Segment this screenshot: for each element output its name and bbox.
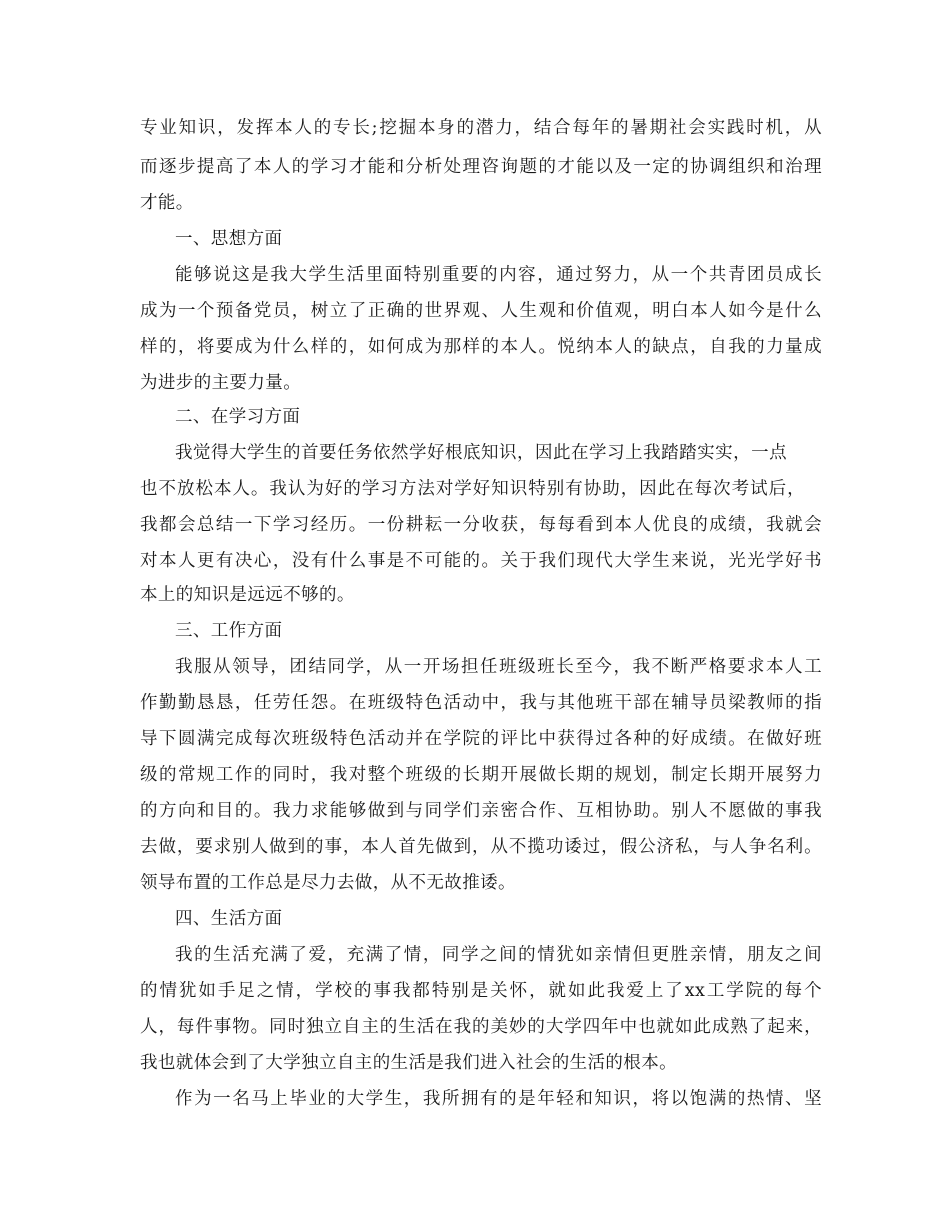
body-line: 我都会总结一下学习经历。一份耕耘一分收获，每每看到本人优良的成绩，我就会 [140,515,822,535]
body-line: 对本人更有决心，没有什么事是不可能的。关于我们现代大学生来说，光光学好书 [140,551,822,571]
body-line: 作勤勤恳恳，任劳任怨。在班级特色活动中，我与其他班干部在辅导员梁教师的指 [140,693,822,713]
section-heading: 四、生活方面 [175,909,283,929]
body-line: 去做，要求别人做到的事，本人首先做到，从不揽功诿过，假公济私，与人争名利。 [140,837,822,857]
body-line: 我也就体会到了大学独立自主的生活是我们进入社会的生活的根本。 [140,1053,677,1073]
body-line: 专业知识，发挥本人的专长;挖掘本身的潜力，结合每年的暑期社会实践时机，从 [140,118,822,138]
body-line: 本上的知识是远远不够的。 [140,585,355,605]
body-line: 的情犹如手足之情，学校的事我都特别是关怀，就如此我爱上了xx工学院的每个 [140,981,822,1001]
body-line: 级的常规工作的同时，我对整个班级的长期开展做长期的规划，制定长期开展努力 [140,765,822,785]
body-line: 人，每件事物。同时独立自主的生活在我的美妙的大学四年中也就如此成熟了起来， [140,1017,822,1037]
body-line: 作为一名马上毕业的大学生，我所拥有的是年轻和知识，将以饱满的热情、坚 [175,1089,822,1109]
body-line: 为进步的主要力量。 [140,373,302,393]
body-line: 能够说这是我大学生活里面特别重要的内容，通过努力，从一个共青团员成长 [175,265,822,285]
body-line: 成为一个预备党员，树立了正确的世界观、人生观和价值观，明白本人如今是什么 [140,301,822,321]
body-line: 导下圆满完成每次班级特色活动并在学院的评比中获得过各种的好成绩。在做好班 [140,729,822,749]
section-heading: 三、工作方面 [175,621,283,641]
section-heading: 一、思想方面 [175,229,283,249]
body-line: 也不放松本人。我认为好的学习方法对学好知识特别有协助，因此在每次考试后， [140,479,805,499]
body-line: 领导布置的工作总是尽力去做，从不无故推诿。 [140,873,516,893]
section-heading: 二、在学习方面 [175,407,301,427]
body-line: 的方向和目的。我力求能够做到与同学们亲密合作、互相协助。别人不愿做的事我 [140,801,822,821]
body-line: 我觉得大学生的首要任务依然学好根底知识，因此在学习上我踏踏实实，一点 [175,443,787,463]
body-line: 我服从领导，团结同学，从一开场担任班级班长至今，我不断严格要求本人工 [175,657,822,677]
body-line: 而逐步提高了本人的学习才能和分析处理咨询题的才能以及一定的协调组织和治理 [140,157,822,177]
body-line: 我的生活充满了爱，充满了情，同学之间的情犹如亲情但更胜亲情，朋友之间 [175,945,822,965]
body-line: 样的，将要成为什么样的，如何成为那样的本人。悦纳本人的缺点，自我的力量成 [140,337,822,357]
body-line: 才能。 [140,193,194,213]
